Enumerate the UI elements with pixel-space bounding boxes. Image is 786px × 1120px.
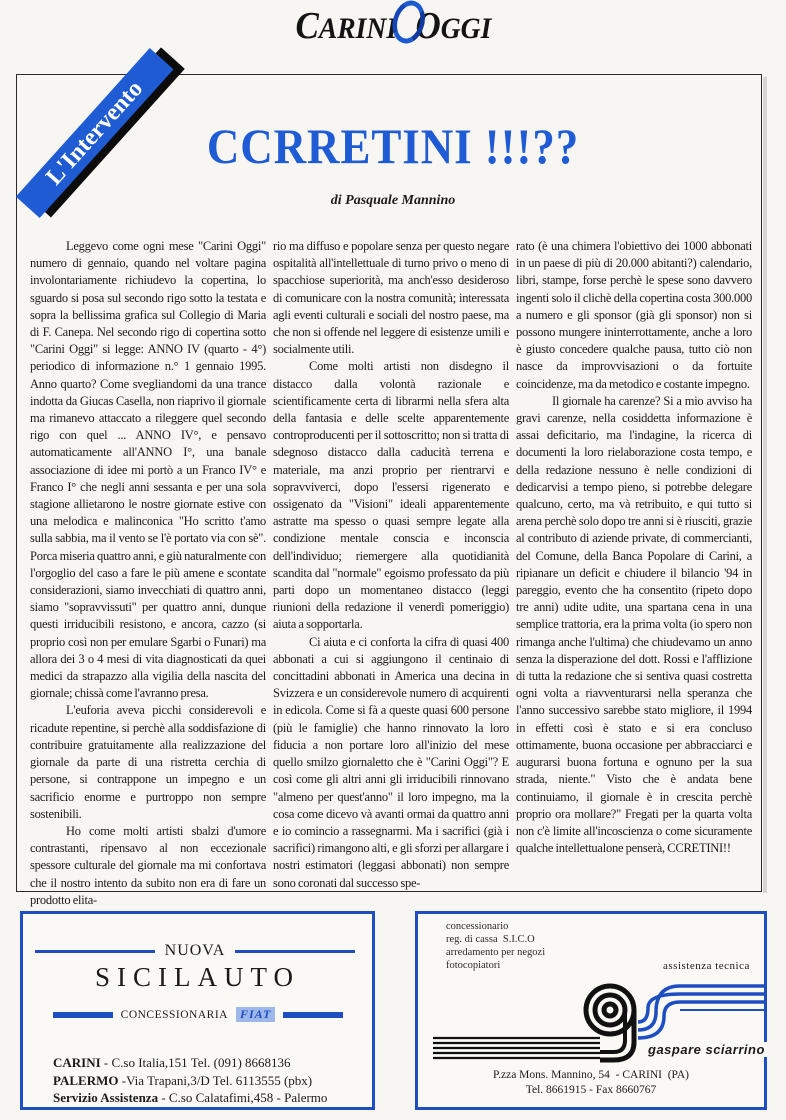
gs-logo-s (638, 986, 764, 1038)
section-banner-label: L'Intervento (16, 48, 174, 218)
service-item: fotocopiatori (446, 960, 501, 971)
article-paragraph: L'euforia aveva picchi considerevoli e ricadute repentine, si perchè alla soddisfazione di contribuire gratuitamente alla realizzazione del giornale da parte di una ristretta cerchia di persone, si contrappone un impegno e un sacrificio enorme e purtroppo non sempre sostenibili. (30, 703, 266, 821)
service-item: reg. di cassa S.I.C.O (446, 934, 535, 945)
address: P.zza Mons. Mannino, 54 - CARINI (PA) (492, 1069, 690, 1081)
address-city: Servizio Assistenza (53, 1090, 159, 1105)
logo-part-1: ARINI (318, 11, 397, 45)
article-title: CCRRETINI !!!?? (206, 118, 580, 174)
address-city: CARINI (53, 1055, 101, 1070)
article-column-3 (516, 238, 752, 886)
divider-line (283, 1012, 343, 1018)
ad-sciarrino (415, 911, 767, 1110)
fiat-brand-logo: FIAT (236, 1007, 275, 1022)
concessionaria-row (53, 1007, 343, 1022)
divider-line (53, 1012, 113, 1018)
address-detail: - C.so Calatafimi,458 - Palermo (158, 1090, 328, 1105)
article-column-2 (273, 238, 509, 890)
article-body (30, 238, 752, 907)
masthead (0, 0, 786, 47)
address-line (53, 1089, 327, 1107)
ad-sicilauto (20, 911, 375, 1110)
logo-initial-o: O (415, 4, 441, 47)
service-item: concessionario (446, 921, 509, 932)
service-item: arredamento per negozi (446, 947, 546, 958)
nuova-row (35, 942, 355, 960)
logo-initial-c: C (295, 4, 319, 47)
article-paragraph: Leggevo come ogni mese "Carini Oggi" numero di gennaio, quando nel voltare pagina involontariamente richiudevo la copertina, lo sguardo si posa sul secondo rigo sotto la testata e sopra la bellissima grafica sul Collegio di Maria di F. Canepa. Nel secondo rigo di copertina sotto "Carini Oggi" si legge: ANNO IV (quarto - 4°) periodico di informazione n.° 1 gennaio 1995. Anno quarto? Come svegliandomi da una trance indotta da Giucas Casella, non riaprivo il giornale ma rimanevo attaccato a rileggere quel secondo rigo con quel ... ANNO IV°, e pensavo automaticamente all'ANNO I°, una banale associazione di idee mi portò a un Franco IV° e Franco I° che negli anni sessanta e per una sola stagione allietarono le nostre giornate estive con una melodica e malinconica "Ho scritto t'amo sulla sabbia, ma il vento se l'è portato via con sè". Porca miseria quattro anni, e giù naturalmente con l'orgoglio del caso a fare le più amene e scontate considerazioni, siamo invecchiati di quattro anni, siamo "sopravvissuti" per quattro anni, dunque questi irriducibili resistono, e ancora, cazzo (si proprio così non per emulare Sgarbi o Funari) ma allora dei 3 o 4 mesi di vita diagnosticati da quei medici da strapazzo alla vigilia della nascita del giornale; chissà come l'avranno presa. (30, 239, 266, 701)
article-paragraph: Ci aiuta e ci conforta la cifra di quasi 400 abbonati a cui si aggiungono il centinaio di concittadini abbonati in America una decina in Svizzera e un considerevole numero di acquirenti in edicola. Come si fà a queste quasi 600 persone (più le famiglie) che hanno rinnovato la loro fiducia a non portare loro all'inizio del mese quello smilzo giornaletto che è "Carini Oggi"? E così come gli altri anni gli irriducibili rinnovano "almeno per quest'anno" il loro impegno, ma la cosa come dicevo và avanti ormai da quattro anni e io comincio a rassegnarmi. Ma i sacrifici (già i sacrifici) rimangono alti, e gli sforzi per allargare i nostri estimatori (leggasi abbonati) non sempre sono coronati dal successo spe- (273, 634, 509, 890)
phone-fax: Tel. 8661915 - Fax 8660767 (525, 1084, 657, 1096)
article-paragraph: Ho come molti artisti sbalzi d'umore contrastanti, ripensavo al non eccezionale spessore culturale del giornale ma mi confortava che il nostro intento da subito non era di fare un prodotto elita- (30, 823, 266, 907)
ad-subtitle: CONCESSIONARIA (120, 1008, 228, 1021)
ad-company-name: SICILAUTO (94, 962, 300, 992)
divider-line (35, 950, 155, 953)
address-city: PALERMO (53, 1072, 119, 1088)
divider-line (235, 950, 355, 953)
address-line (53, 1054, 327, 1072)
logo-part-2: GGI (440, 11, 491, 45)
address-line (53, 1072, 327, 1090)
company-name: gaspare sciarrino (648, 1042, 765, 1057)
assistance-label: assistenza tecnica (663, 960, 750, 972)
ad-top-label: NUOVA (164, 942, 226, 959)
article-byline: di Pasquale Mannino (330, 193, 456, 208)
address-detail: -Via Trapani,3/D Tel. 6113555 (pbx) (118, 1072, 313, 1088)
article-paragraph: Come molti artisti non disdegno il distacco dalla volontà razionale e scientificamente certa di librarmi nella sfera alta della fantasia e delle scelte apparentemente controproducenti per il sottoscritto; non si tratta di sdegnoso distacco dalla caducità terrena e materiale, ma anzi proprio per rientrarvi e sopravviverci, dopo l'essersi rigenerato e ossigenato da "Visioni" ideali apparentemente astratte ma spesso o quasi sempre legate alla condizione mentale conscia e inconscia dell'individuo; riemergere alla quotidianità scandita dal "normale" egoismo professato da più parti dopo un momentaneo distacco (leggi riunioni della redazione il venerdì pomeriggio) aiuta a sopportarla. (273, 359, 509, 632)
address-detail: - C.so Italia,151 Tel. (091) 8668136 (100, 1055, 291, 1070)
services-list (446, 920, 545, 972)
gs-logo-black-lines (433, 1038, 600, 1058)
carini-oggi-logo (295, 0, 491, 45)
article-paragraph: rato (è una chimera l'obiettivo dei 1000 abbonati in un paese di più di 20.000 abitanti?) calendario, libri, stampe, forse perchè le spese sono davvero ingenti solo il clichè della copertina costa 300.000 a numero e gli sponsor (già gli sponsor) non si possono mungere ininterrottamente, anche a loro è giusto concedere qualche pausa, tutto ciò non nasce da improvvisazioni o da fortuite coincidenze, ma da metodico e costante impegno. (516, 239, 752, 391)
article-paragraph: rio ma diffuso e popolare senza per questo negare ospitalità all'intellettuale di turno privo o meno di spacchiose superiorità, ma anch'esso desideroso di comunicare con la nostra comunità; interessata agli eventi culturali e sociali del nostro paese, ma che non si offende nel leggere di esistenze umili e socialmente utili. (273, 239, 509, 357)
article-paragraph: Il giornale ha carenze? Si a mio avviso ha gravi carenze, nella cosiddetta informazione è assai deficitario, ma l'indagine, la ricerca di documenti la loro rielaborazione costa tempo, e della redazione nessuno è nelle condizioni di dedicarvisi a tempo pieno, si potrebbe delegare qualcuno, certo, ma và retribuito, e qui tutto si arena perchè solo dopo tre anni si è riusciti, grazie al contributo di aziende private, di commercianti, del Comune, della Banca Popolare di Carini, a ripianare un deficit e chiudere il bilancio '94 in pareggio, evento che ha consentito (ripeto dopo tre anni) udite udite, una spartana cena in una semplice trattoria, era la prima volta (io spero non rimanga anche l'ultima) che chiudevamo un anno senza la disperazione del dott. Rossi e l'afflizione di tutta la redazione che si sentiva quasi costretta ogni volta a riavventurarsi nella speranza che l'anno successivo sarebbe stato migliore, il 1994 in effetti così è stato e si era concluso ottimamente, buona occasione per abbracciarci e augurarsi buona fortuna e ognuno per la sua strada, niente." Visto che è andata bene continuiamo, il giornale è in crescita perchè proprio ora mollare?" Fregati per la quarta volta non c'è limite all'incoscienza o come sicuramente qualche intellettualone penserà, CCRETINI!! (516, 393, 752, 856)
ad-addresses (53, 1054, 327, 1107)
contact-block (418, 1068, 764, 1098)
article-column-1 (30, 238, 266, 907)
